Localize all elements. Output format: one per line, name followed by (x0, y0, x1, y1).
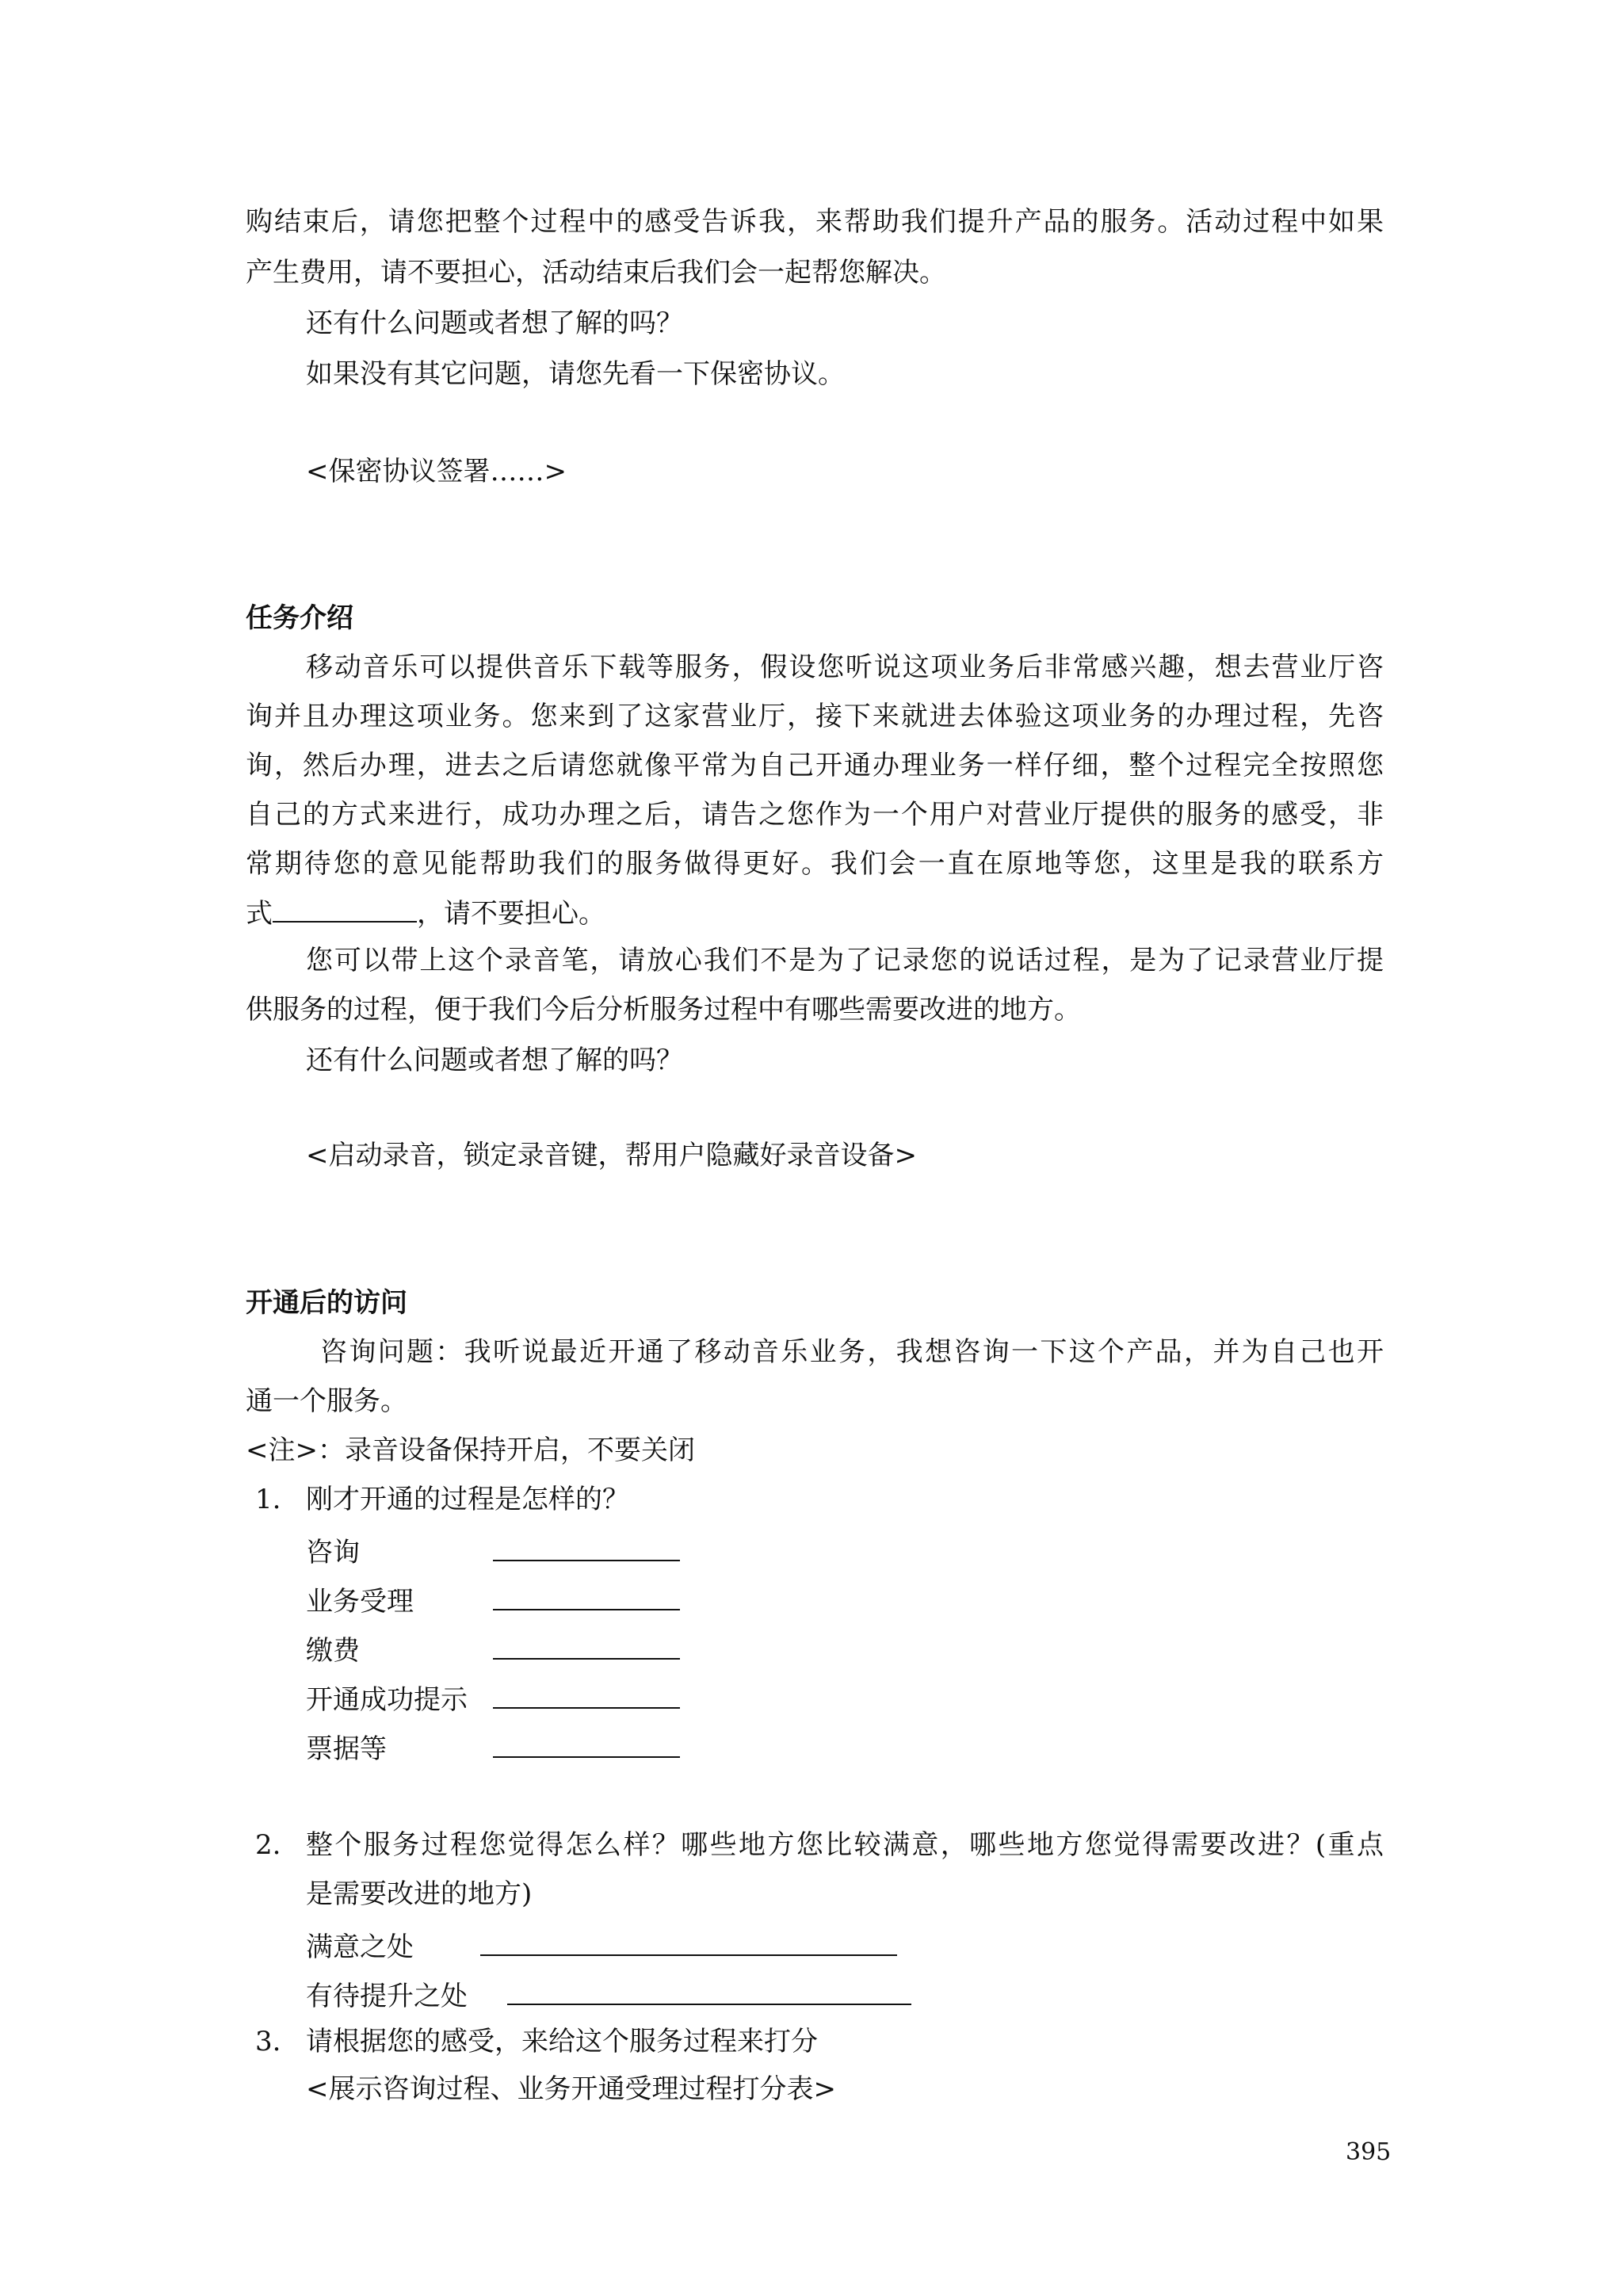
consult-line-1: 咨询问题：我听说最近开通了移动音乐业务，我想咨询一下这个产品，并为自己也开 (320, 1336, 1384, 1368)
task-heading: 任务介绍 (246, 602, 353, 634)
q1-number: 1. (255, 1484, 281, 1515)
q1-item-4 (306, 1679, 680, 1717)
improve-label: 有待提升之处 (306, 1981, 468, 2012)
intro-question: 还有什么问题或者想了解的吗？ (306, 308, 683, 339)
q3-text: 请根据您的感受，来给这个服务过程来打分 (306, 2026, 818, 2057)
task-p2-line-2: 供服务的过程，便于我们今后分析服务过程中有哪些需要改进的地方。 (246, 994, 1081, 1026)
consult-line-2: 通一个服务。 (246, 1385, 407, 1417)
task-question: 还有什么问题或者想了解的吗？ (306, 1045, 683, 1076)
q1-item-1 (306, 1531, 680, 1570)
q1-item-blank[interactable] (493, 1531, 680, 1561)
q1-item-2 (306, 1580, 680, 1619)
task-p1-line-4: 自己的方式来进行，成功办理之后，请告之您作为一个用户对营业厅提供的服务的感受，非 (246, 799, 1384, 831)
page-number: 395 (1346, 2138, 1392, 2166)
task-p1-line-6 (246, 892, 605, 931)
q2-improve-row (306, 1975, 911, 2014)
task-p1-line-3: 询，然后办理，进去之后请您就像平常为自己开通办理业务一样仔细，整个过程完全按照您 (246, 750, 1384, 781)
q2-line-1: 整个服务过程您觉得怎么样？哪些地方您比较满意，哪些地方您觉得需要改进？(重点 (306, 1829, 1384, 1861)
q1-text: 刚才开通的过程是怎样的？ (306, 1484, 629, 1515)
q1-item-label: 票据等 (306, 1733, 387, 1765)
q2-satisfied-row (306, 1926, 897, 1965)
intro-line-2: 产生费用，请不要担心，活动结束后我们会一起帮您解决。 (246, 257, 946, 288)
q3-number: 3. (255, 2026, 281, 2057)
intro-line-1: 购结束后，请您把整个过程中的感受告诉我，来帮助我们提升产品的服务。活动过程中如果 (246, 206, 1384, 238)
task-p2-line-1: 您可以带上这个录音笔，请放心我们不是为了记录您的说话过程，是为了记录营业厅提 (306, 945, 1384, 976)
contact-prefix: 式 (246, 898, 273, 930)
recording-note: <启动录音，锁定录音键，帮用户隐藏好录音设备> (306, 1140, 917, 1171)
satisfied-label: 满意之处 (306, 1931, 414, 1963)
task-p1-line-1: 移动音乐可以提供音乐下载等服务，假设您听说这项业务后非常感兴趣，想去营业厅咨 (306, 651, 1384, 683)
q2-number: 2. (255, 1829, 281, 1861)
q1-item-label: 咨询 (306, 1537, 360, 1568)
q1-item-blank[interactable] (493, 1580, 680, 1610)
satisfied-blank[interactable] (480, 1926, 897, 1956)
task-p1-line-5: 常期待您的意见能帮助我们的服务做得更好。我们会一直在原地等您，这里是我的联系方 (246, 848, 1384, 880)
contact-suffix: ，请不要担心。 (417, 898, 605, 930)
contact-blank[interactable] (273, 892, 417, 923)
interview-heading: 开通后的访问 (246, 1287, 407, 1319)
q1-item-3 (306, 1629, 680, 1668)
q1-item-label: 缴费 (306, 1635, 360, 1667)
q1-item-label: 开通成功提示 (306, 1684, 468, 1716)
q2-line-2: 是需要改进的地方) (306, 1878, 533, 1910)
q1-item-label: 业务受理 (306, 1586, 414, 1618)
q3-note: <展示咨询过程、业务开通受理过程打分表> (306, 2073, 836, 2105)
q1-item-blank[interactable] (493, 1629, 680, 1660)
recording-keep-note: <注>：录音设备保持开启，不要关闭 (246, 1435, 695, 1466)
agreement-sign-note: <保密协议签署……> (306, 456, 567, 487)
task-p1-line-2: 询并且办理这项业务。您来到了这家营业厅，接下来就进去体验这项业务的办理过程，先咨 (246, 701, 1384, 732)
agreement-prompt: 如果没有其它问题，请您先看一下保密协议。 (306, 358, 845, 390)
q1-item-5 (306, 1728, 680, 1767)
improve-blank[interactable] (507, 1975, 911, 2005)
q1-item-blank[interactable] (493, 1679, 680, 1709)
q1-item-blank[interactable] (493, 1728, 680, 1758)
